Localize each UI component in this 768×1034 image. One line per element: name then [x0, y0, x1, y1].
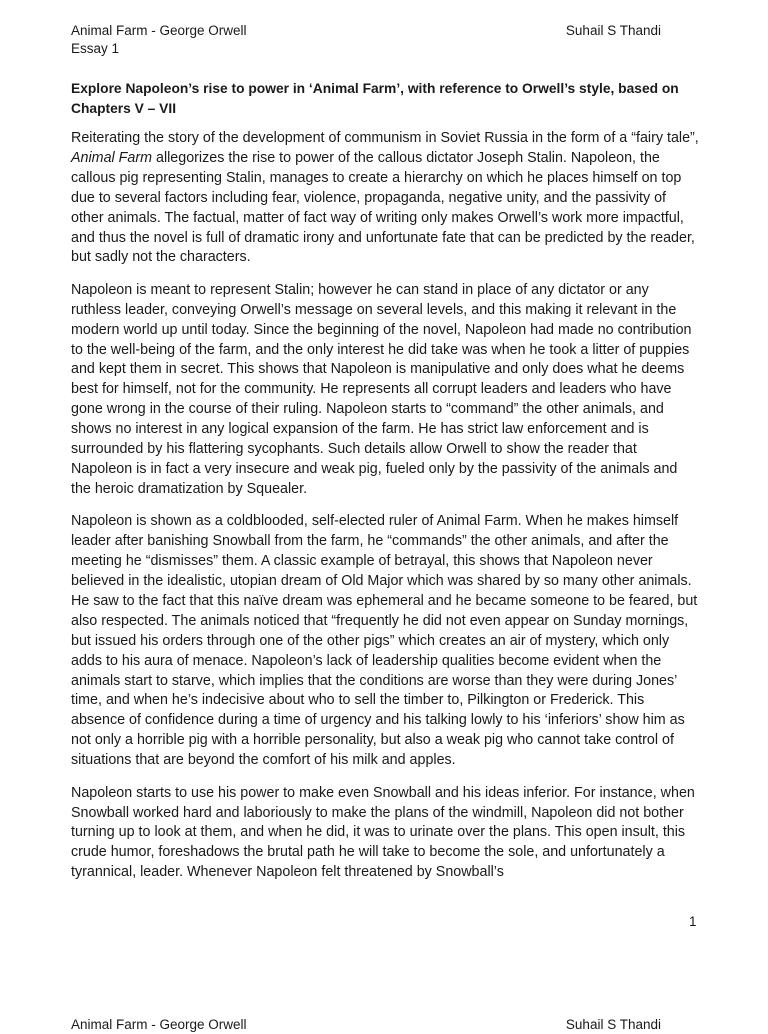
paragraph-1 — [71, 129, 701, 268]
paragraph-4: Napoleon starts to use his power to make even Snowball and his ideas inferior. For instance, when Snowball worked hard and laboriously to make the plans of the windmill, Napoleon did not bother turning up to look at them, and when he did, it was to urinate over the plans. This open insult, this crude humor, foreshadows the brutal path he will take to become the sole, and unfortunately a tyrannical, leader. Whenever Napoleon felt threatened by Snowball’s — [71, 784, 695, 881]
header-row — [71, 22, 661, 40]
paragraph-1-rest: allegorizes the rise to power of the callous dictator Joseph Stalin. Napoleon, the callous pig representing Stalin, manages to create a hierarchy on which he places himself on top due to several factors including fear, violence, propaganda, negative unity, and the passivity of other animals. The factual, matter of fact way of writing only makes Orwell’s work more impactful, and thus the novel is full of dramatic irony and unfortunate fate that can be predicted by the reader, but sadly not the characters. — [71, 149, 695, 266]
next-header-author-name: Suhail S Thandi — [565, 1017, 661, 1032]
book-title-italic: Animal Farm — [71, 149, 153, 166]
header-essay-label: Essay 1 — [71, 41, 120, 56]
paragraph-3: Napoleon is shown as a coldblooded, self-elected ruler of Animal Farm. When he makes himself leader after banishing Snowball from the farm, he “commands” the other animals, and after the meeting he “dismisses” them. A classic example of betrayal, this shows that Napoleon never believed in the idealistic, utopian dream of Old Major which was shared by so many other animals. He saw to the fact that this naïve dream was ephemeral and he became someone to be feared, but also respected. The animals noticed that “frequently he did not even appear on Sunday mornings, but issued his orders through one of the other pigs” which creates an air of mystery, which only adds to his aura of menace. Napoleon’s lack of leadership qualities become evident when the animals start to starve, which implies that the conditions are worse than they were during Jones’ time, and when he’s indecisive about who to sell the timber to, Pilkington or Frederick. This absence of confidence during a time of urgency and his talking lowly to his ‘inferiors’ show him as not only a horrible pig with a horrible personality, but also a weak pig who cannot take control of situations that are beyond the comfort of his milk and apples. — [71, 513, 698, 769]
paragraph-2: Napoleon is meant to represent Stalin; however he can stand in place of any dictator or any ruthless leader, conveying Orwell’s message on several levels, and this making it relevant in the modern world up until today. Since the beginning of the novel, Napoleon had made no contribution to the well-being of the farm, and the only interest he did take was when he took a litter of puppies and kept them in secret. This shows that Napoleon is manipulative and only does what he deems best for himself, not for the community. He represents all corrupt leaders and leaders who have gone wrong in the course of their ruling. Napoleon starts to “command” the other animals, and shows no interest in any logical expansion of the farm. He has strict law enforcement and is surrounded by his flattering sycophants. Such details allow Orwell to show the reader that Napoleon is in fact a very insecure and weak pig, fueled only by the passivity of the animals and the heroic dramatization by Squealer. — [71, 281, 692, 497]
header-book-title: Animal Farm - George Orwell — [71, 23, 247, 38]
next-page-header — [71, 1016, 661, 1034]
header-author-name: Suhail S Thandi — [565, 23, 661, 38]
essay-title: Explore Napoleon’s rise to power in ‘Animal Farm’, with reference to Orwell’s style, based on Chapters V – VII — [71, 81, 679, 116]
paragraph-1-start: Reiterating the story of the development of communism in Soviet Russia in the form of a “fairy tale”, — [71, 130, 699, 146]
page-number: 1 — [689, 914, 697, 929]
page-header — [71, 22, 661, 58]
essay-body — [71, 129, 701, 896]
next-header-book-title: Animal Farm - George Orwell — [71, 1017, 247, 1032]
